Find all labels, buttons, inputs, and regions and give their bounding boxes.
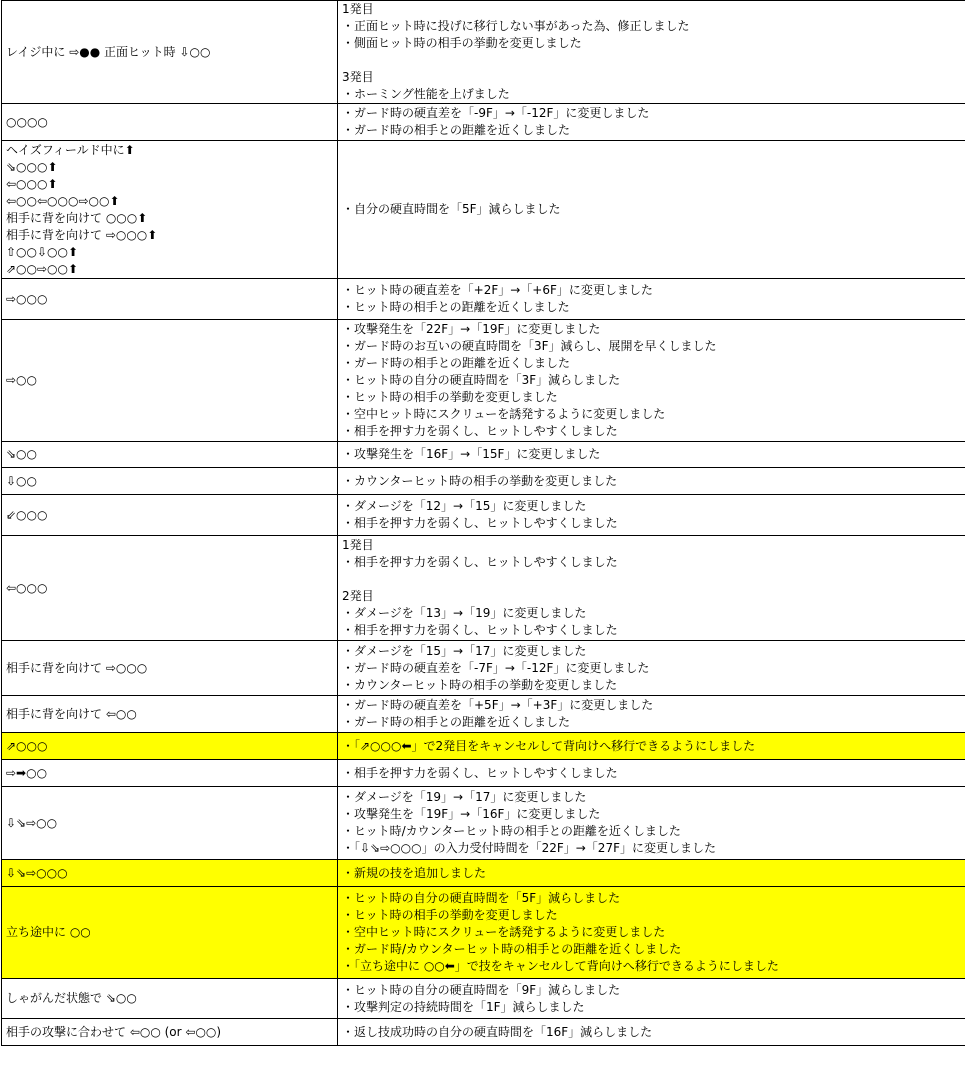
change-line: ・ガード時/カウンターヒット時の相手との距離を近くしました xyxy=(342,942,682,956)
change-table-body xyxy=(2,1,965,1046)
change-cell xyxy=(338,1,965,104)
change-line: ・ホーミング性能を上げました xyxy=(342,87,510,101)
change-line: ・ヒット時の自分の硬直時間を「3F」減らしました xyxy=(342,373,621,387)
change-line: ・相手を押す力を弱くし、ヒットしやすくしました xyxy=(342,765,618,780)
table-row xyxy=(2,468,965,495)
command-line: ○○○○ xyxy=(6,114,48,129)
table-row xyxy=(2,1019,965,1046)
command-line: ⇦○○○⬆ xyxy=(6,176,58,191)
table-row xyxy=(2,536,965,641)
command-cell xyxy=(2,787,338,860)
table-row xyxy=(2,320,965,442)
command-line: 相手に背を向けて ⇨○○○⬆ xyxy=(6,227,158,242)
command-line: ⇗○○○ xyxy=(6,738,48,753)
command-cell xyxy=(2,468,338,495)
command-line: ⇨➡○○ xyxy=(6,765,48,780)
change-line: ・自分の硬直時間を「5F」減らしました xyxy=(342,202,561,216)
change-line: ・ダメージを「12」→「15」に変更しました xyxy=(342,499,587,513)
change-line: ・ダメージを「15」→「17」に変更しました xyxy=(342,643,587,658)
change-line xyxy=(342,52,961,69)
command-line: ヘイズフィールド中に⬆ xyxy=(6,142,135,157)
change-line: ・相手を押す力を弱くし、ヒットしやすくしました xyxy=(342,424,618,438)
command-line: ⇨○○ xyxy=(6,373,37,387)
command-cell xyxy=(2,495,338,536)
command-line: 相手に背を向けて ⇨○○○ xyxy=(6,660,148,675)
command-cell xyxy=(2,1,338,104)
table-row xyxy=(2,104,965,141)
change-line: ・ガード時の硬直差を「-9F」→「-12F」に変更しました xyxy=(342,106,650,120)
change-cell xyxy=(338,320,965,442)
change-cell xyxy=(338,468,965,495)
change-line: ・ヒット時の自分の硬直時間を「5F」減らしました xyxy=(342,891,621,905)
command-cell xyxy=(2,696,338,733)
change-cell xyxy=(338,696,965,733)
command-line: ⇘○○○⬆ xyxy=(6,159,58,174)
command-cell xyxy=(2,733,338,760)
change-line: ・「⇩⇘⇨○○○」の入力受付時間を「22F」→「27F」に変更しました xyxy=(342,841,716,855)
command-line: ⇩⇘⇨○○○ xyxy=(6,865,68,880)
command-line: ⇘○○ xyxy=(6,447,37,461)
change-cell xyxy=(338,787,965,860)
command-cell xyxy=(2,279,338,320)
change-line: ・ヒット時の相手の挙動を変更しました xyxy=(342,390,558,404)
change-line: ・「立ち途中に ○○⬅」で技をキャンセルして背向けへ移行できるようにしました xyxy=(342,959,779,973)
change-cell xyxy=(338,760,965,787)
change-line: ・攻撃発生を「16F」→「15F」に変更しました xyxy=(342,447,601,461)
command-line: ⇦○○○ xyxy=(6,580,48,595)
change-cell xyxy=(338,104,965,141)
command-cell xyxy=(2,979,338,1019)
change-line: ・ガード時の相手との距離を近くしました xyxy=(342,715,571,729)
command-cell xyxy=(2,442,338,468)
command-line: ⇗○○⇨○○⬆ xyxy=(6,261,79,276)
command-cell xyxy=(2,641,338,696)
change-line: ・相手を押す力を弱くし、ヒットしやすくしました xyxy=(342,623,618,637)
table-row xyxy=(2,887,965,979)
change-table xyxy=(1,0,965,1046)
change-cell xyxy=(338,536,965,641)
change-line: ・新規の技を追加しました xyxy=(342,865,487,880)
change-cell xyxy=(338,860,965,887)
change-cell xyxy=(338,979,965,1019)
table-row xyxy=(2,1,965,104)
table-row xyxy=(2,641,965,696)
table-row xyxy=(2,442,965,468)
change-line: ・正面ヒット時に投げに移行しない事があった為、修正しました xyxy=(342,19,690,33)
change-cell xyxy=(338,279,965,320)
command-line: ⇦○○⇦○○○⇨○○⬆ xyxy=(6,193,120,208)
change-line: ・相手を押す力を弱くし、ヒットしやすくしました xyxy=(342,555,618,569)
command-cell xyxy=(2,536,338,641)
command-line: ⇩○○ xyxy=(6,473,37,488)
change-line: ・空中ヒット時にスクリューを誘発するように変更しました xyxy=(342,925,666,939)
change-line: ・側面ヒット時の相手の挙動を変更しました xyxy=(342,36,582,50)
command-line: ⇨○○○ xyxy=(6,291,48,306)
table-row xyxy=(2,279,965,320)
change-line: 1発目 xyxy=(342,538,374,552)
change-cell xyxy=(338,442,965,468)
command-cell xyxy=(2,887,338,979)
table-row xyxy=(2,141,965,279)
change-line: ・「⇗○○○⬅」で2発目をキャンセルして背向けへ移行できるようにしました xyxy=(342,738,756,753)
command-line: レイジ中に ⇨●● 正面ヒット時 ⇩○○ xyxy=(6,44,211,59)
change-line: ・攻撃発生を「19F」→「16F」に変更しました xyxy=(342,807,601,821)
change-line: ・カウンターヒット時の相手の挙動を変更しました xyxy=(342,677,618,692)
command-line: しゃがんだ状態で ⇘○○ xyxy=(6,991,137,1005)
change-line: ・攻撃発生を「22F」→「19F」に変更しました xyxy=(342,322,601,336)
change-line: ・カウンターヒット時の相手の挙動を変更しました xyxy=(342,473,618,488)
table-row xyxy=(2,696,965,733)
change-cell xyxy=(338,1019,965,1046)
change-line: ・空中ヒット時にスクリューを誘発するように変更しました xyxy=(342,407,666,421)
change-line: ・ガード時のお互いの硬直時間を「3F」減らし、展開を早くしました xyxy=(342,339,717,353)
table-row xyxy=(2,860,965,887)
command-line: 立ち途中に ○○ xyxy=(6,925,91,939)
command-line: ⇩⇘⇨○○ xyxy=(6,815,58,830)
change-line: ・ガード時の硬直差を「+5F」→「+3F」に変更しました xyxy=(342,698,654,712)
change-line: ・ガード時の相手との距離を近くしました xyxy=(342,123,571,137)
table-row xyxy=(2,760,965,787)
change-cell xyxy=(338,495,965,536)
change-line: ・ガード時の相手との距離を近くしました xyxy=(342,356,571,370)
change-line: ・ガード時の硬直差を「-7F」→「-12F」に変更しました xyxy=(342,660,650,675)
change-line: ・ヒット時/カウンターヒット時の相手との距離を近くしました xyxy=(342,824,681,838)
table-row xyxy=(2,733,965,760)
change-line: ・ダメージを「13」→「19」に変更しました xyxy=(342,606,587,620)
change-cell xyxy=(338,641,965,696)
change-line: ・ヒット時の自分の硬直時間を「9F」減らしました xyxy=(342,982,621,997)
table-row xyxy=(2,495,965,536)
table-row xyxy=(2,979,965,1019)
command-cell xyxy=(2,141,338,279)
command-line: 相手に背を向けて ○○○⬆ xyxy=(6,210,148,225)
command-cell xyxy=(2,104,338,141)
change-line: ・返し技成功時の自分の硬直時間を「16F」減らしました xyxy=(342,1024,653,1039)
change-line: 1発目 xyxy=(342,2,374,16)
command-cell xyxy=(2,760,338,787)
change-line: 3発目 xyxy=(342,70,374,84)
command-line: ⇧○○⇩○○⬆ xyxy=(6,244,79,259)
change-line: ・ヒット時の相手との距離を近くしました xyxy=(342,300,570,314)
change-line: ・相手を押す力を弱くし、ヒットしやすくしました xyxy=(342,516,618,530)
command-line: 相手に背を向けて ⇦○○ xyxy=(6,706,137,721)
change-cell xyxy=(338,887,965,979)
change-line: ・ダメージを「19」→「17」に変更しました xyxy=(342,790,587,804)
change-line xyxy=(342,571,961,588)
command-cell xyxy=(2,860,338,887)
change-line: ・ヒット時の硬直差を「+2F」→「+6F」に変更しました xyxy=(342,283,653,297)
table-row xyxy=(2,787,965,860)
command-cell xyxy=(2,1019,338,1046)
change-line: ・攻撃判定の持続時間を「1F」減らしました xyxy=(342,999,585,1014)
change-line: ・ヒット時の相手の挙動を変更しました xyxy=(342,908,558,922)
command-line: ⇙○○○ xyxy=(6,507,48,522)
change-cell xyxy=(338,733,965,760)
command-line: 相手の攻撃に合わせて ⇦○○ (or ⇦○○) xyxy=(6,1024,222,1039)
command-cell xyxy=(2,320,338,442)
change-line: 2発目 xyxy=(342,589,374,603)
change-cell xyxy=(338,141,965,279)
